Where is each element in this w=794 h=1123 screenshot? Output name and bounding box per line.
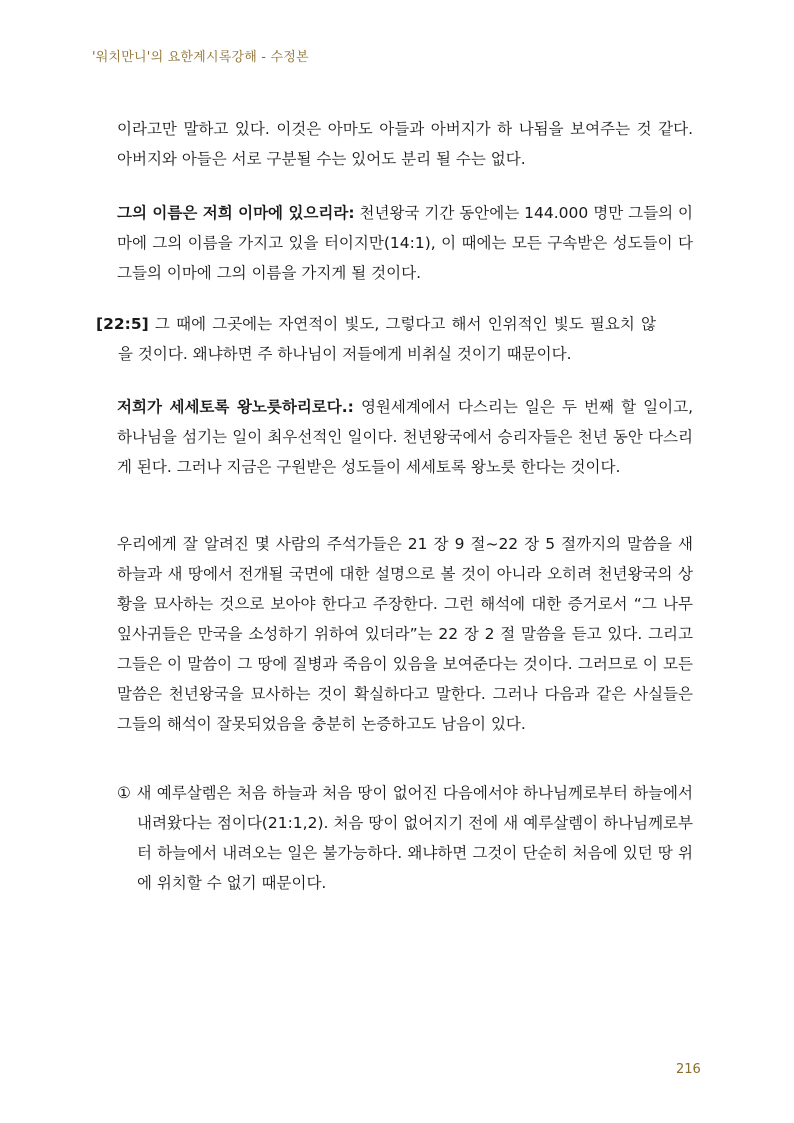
running-header: '워치만니'의 요한계시록강해 - 수정본 xyxy=(92,50,309,65)
paragraph-name-on-foreheads xyxy=(117,198,693,288)
paragraph-text: 영원세계에서 다스리는 일은 두 번째 할 일이고, 하나님을 섬기는 일이 최우선적인 일이다. 천년왕국에서 승리자들은 천년 동안 다스리게 된다. 그러나 지금은 구원받은 성도들이 세세토록 왕노릇 한다는 것이다. xyxy=(117,398,693,476)
page-number: 216 xyxy=(676,1062,701,1077)
paragraph-text: 새 예루살렘은 처음 하늘과 처음 땅이 없어진 다음에서야 하나님께로부터 하늘에서 내려왔다는 점이다(21:1,2). 처음 땅이 없어지기 전에 새 예루살렘이 하나님께로부터 하늘에서 내려오는 일은 불가능하다. 왜냐하면 그것이 단순히 처음에 있던 땅 위에 위치할 수 없기 때문이다. xyxy=(131,784,693,892)
paragraph-commentators xyxy=(117,529,693,739)
paragraph-text: 그 때에 그곳에는 자연적이 빛도, 그렇다고 해서 인위적인 빛도 필요치 않을 것이다. 왜냐하면 주 하나님이 저들에게 비취실 것이기 때문이다. xyxy=(118,315,656,363)
paragraph-text: 우리에게 잘 알려진 몇 사람의 주석가들은 21 장 9 절~22 장 5 절까지의 말씀을 새 하늘과 새 땅에서 전개될 국면에 대한 설명으로 볼 것이 아니라 오히려 천년왕국의 상황을 묘사하는 것으로 보아야 한다고 주장한다. 그런 해석에 대한 증거로서 “그 나무 잎사귀들은 만국을 소성하기 위하여 있더라”는 22 장 2 절 말씀을 듣고 있다. 그리고 그들은 이 말씀이 그 땅에 질병과 죽음이 있음을 보여준다는 것이다. 그러므로 이 모든 말씀은 천년왕국을 묘사하는 것이 확실하다고 말한다. 그러나 다음과 같은 사실들은 그들의 해석이 잘못되었음을 충분히 논증하고도 남음이 있다. xyxy=(117,535,693,733)
list-marker: ① xyxy=(117,784,132,802)
paragraph-text: 이라고만 말하고 있다. 이것은 아마도 아들과 아버지가 하 나됨을 보여주는 것 같다. 아버지와 아들은 서로 구분될 수는 있어도 분리 될 수는 없다. xyxy=(117,120,693,168)
verse-reference: [22:5] xyxy=(96,315,149,333)
paragraph-verse-22-5 xyxy=(96,309,656,369)
paragraph-reign-forever xyxy=(117,392,693,482)
paragraph-continuation xyxy=(117,114,693,174)
numbered-point-1 xyxy=(117,778,693,898)
verse-heading: 그의 이름은 저희 이마에 있으리라: xyxy=(117,204,355,222)
verse-heading: 저희가 세세토록 왕노릇하리로다.: xyxy=(117,398,354,416)
paragraph-text: 천년왕국 기간 동안에는 144.000 명만 그들의 이마에 그의 이름을 가지고 있을 터이지만(14:1), 이 때에는 모든 구속받은 성도들이 다 그들의 이마에 그의 이름을 가지게 될 것이다. xyxy=(117,204,693,282)
